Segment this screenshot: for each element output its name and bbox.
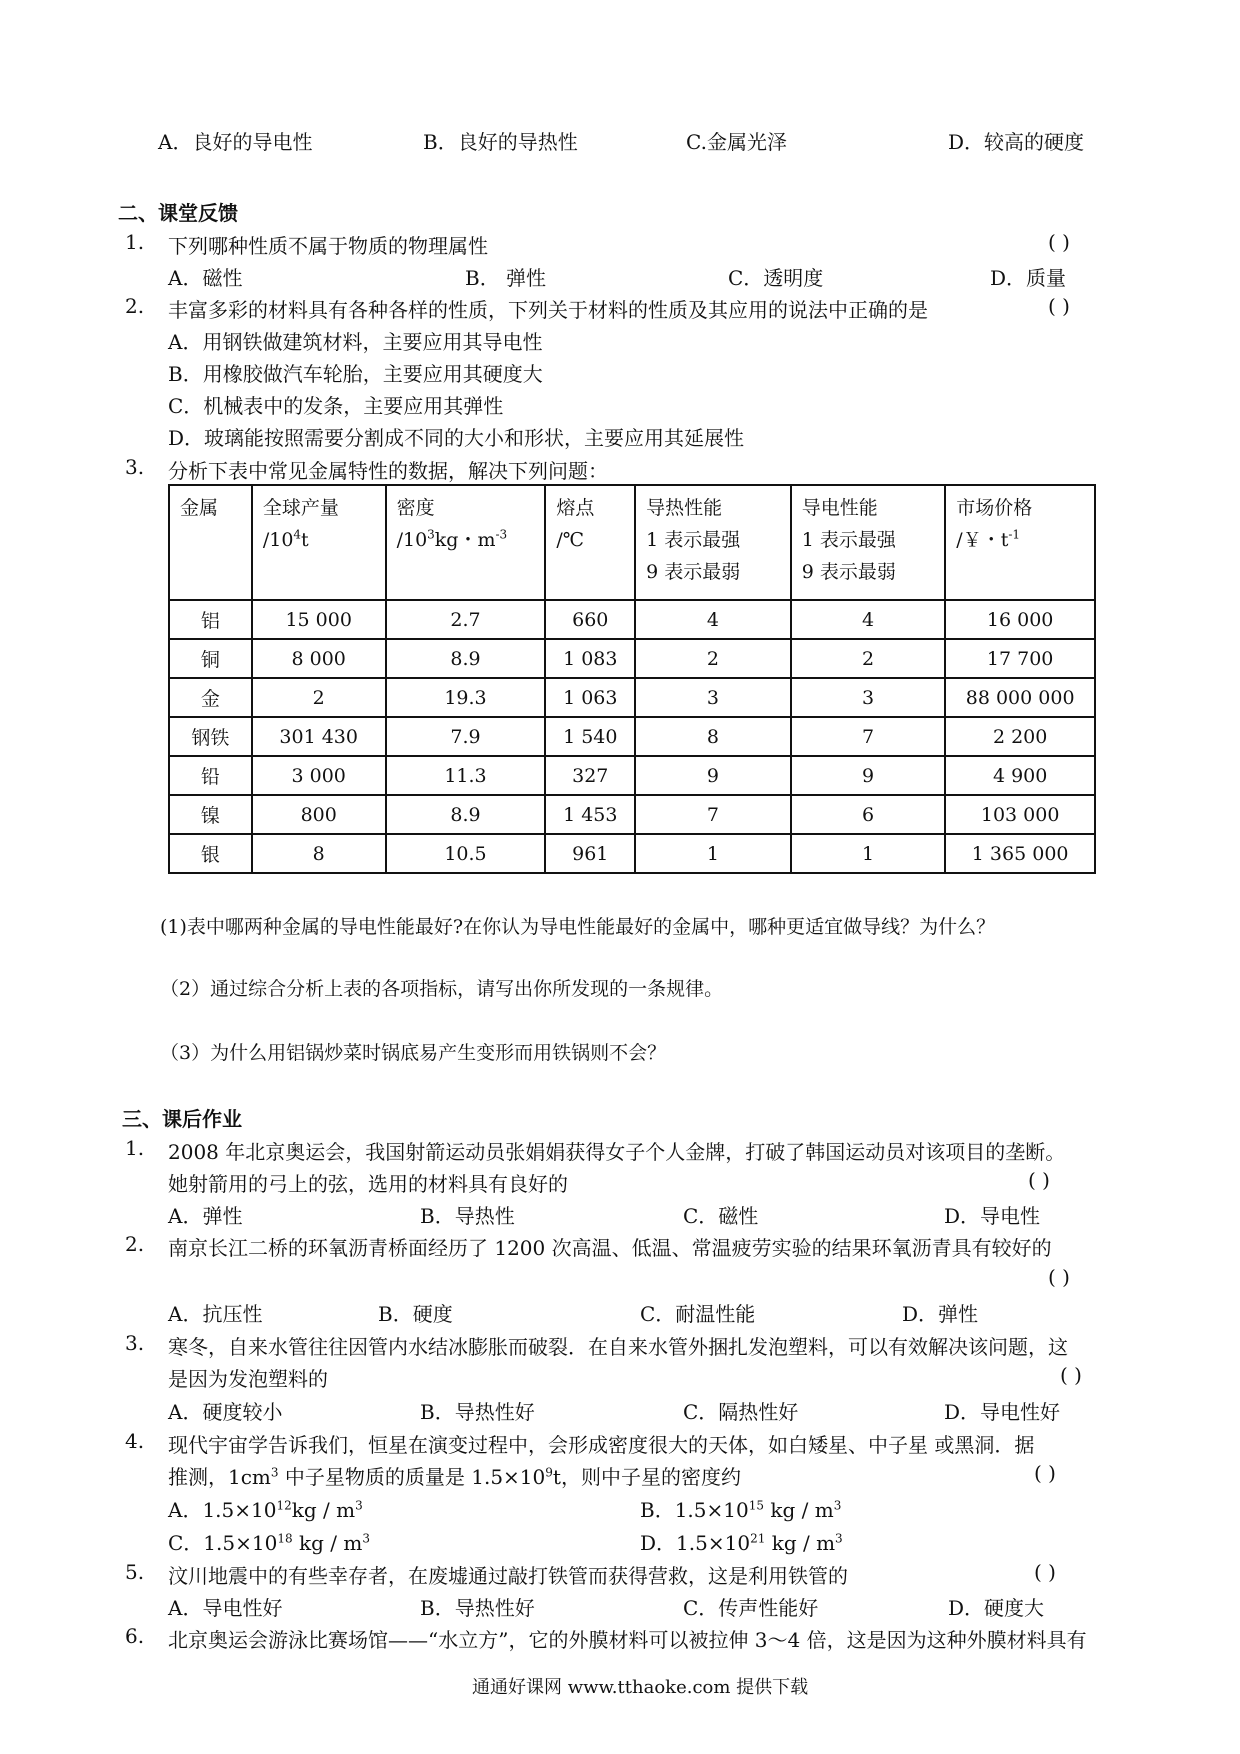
table-cell: 2 — [635, 639, 791, 678]
question-number: 3. — [125, 1331, 145, 1355]
table-cell: 103 000 — [945, 795, 1095, 834]
table-cell: 1 083 — [545, 639, 635, 678]
option-b: B．导热性好 — [420, 1400, 535, 1424]
table-cell: 7.9 — [386, 717, 546, 756]
table-cell: 88 000 000 — [945, 678, 1095, 717]
table-row — [169, 834, 1095, 873]
table-cell: 10.5 — [386, 834, 546, 873]
table-cell: 9 — [635, 756, 791, 795]
option-d: D．玻璃能按照需要分割成不同的大小和形状，主要应用其延展性 — [168, 426, 745, 450]
option-c: C．$1.5\times 10^{18}$ kg / $m^3$ — [168, 1531, 370, 1555]
table-row — [169, 639, 1095, 678]
table-cell: 6 — [791, 795, 946, 834]
table-cell: 4 — [791, 600, 946, 639]
header-cell: 金属 — [169, 485, 252, 600]
question-text: 是因为发泡塑料的 — [168, 1367, 328, 1391]
question-number: 2. — [125, 294, 145, 318]
question-text: 2008 年北京奥运会，我国射箭运动员张娟娟获得女子个人金牌，打破了韩国运动员对该项目的垄断。 — [168, 1140, 1066, 1164]
table-cell: 800 — [252, 795, 386, 834]
option-b: B． 弹性 — [465, 266, 547, 290]
table-cell: 4 900 — [945, 756, 1095, 795]
option-a: A．良好的导电性 — [158, 130, 313, 154]
answer-paren: ( ) — [1048, 294, 1070, 318]
question-text: 她射箭用的弓上的弦，选用的材料具有良好的 — [168, 1172, 568, 1196]
question-number: 1. — [125, 230, 145, 254]
table-cell: 2 200 — [945, 717, 1095, 756]
table-cell: 铅 — [169, 756, 252, 795]
sub-question-3: （3）为什么用铝锅炒菜时锅底易产生变形而用铁锅则不会？ — [160, 1042, 667, 1064]
option-a: A．导电性好 — [168, 1596, 283, 1620]
option-c: C．透明度 — [728, 266, 824, 290]
table-cell: 16 000 — [945, 600, 1095, 639]
sub-question-2: （2）通过综合分析上表的各项指标，请写出你所发现的一条规律。 — [160, 978, 724, 1000]
header-cell: 市场价格 /￥・$t^{-1}$ — [945, 485, 1095, 600]
footer-text: 通通好课网 www.tthaoke.com 提供下载 — [472, 1677, 809, 1698]
question-text: 南京长江二桥的环氧沥青桥面经历了 1200 次高温、低温、常温疲劳实验的结果环氧沥青具有较好的 — [168, 1236, 1052, 1260]
question-number: 6. — [125, 1624, 145, 1648]
table-cell: 铝 — [169, 600, 252, 639]
table-cell: 961 — [545, 834, 635, 873]
table-cell: 1 540 — [545, 717, 635, 756]
question-number: 4. — [125, 1429, 145, 1453]
table-cell: 3 000 — [252, 756, 386, 795]
option-c: C．隔热性好 — [683, 1400, 799, 1424]
option-d: D．$1.5\times 10^{21}$ kg / $m^3$ — [640, 1531, 843, 1555]
option-a: A．$1.5\times 10^{12}kg / m^3$ — [168, 1498, 363, 1522]
table-cell: 9 — [791, 756, 946, 795]
table-cell: 8.9 — [386, 795, 546, 834]
question-text: 下列哪种性质不属于物质的物理属性 — [168, 234, 488, 258]
table-cell: 4 — [635, 600, 791, 639]
question-text: 推测，$1cm^3$ 中子星物质的质量是 $1.5\times 10^9t$，则中子星的密度约 — [168, 1465, 741, 1489]
option-d: D．较高的硬度 — [948, 130, 1085, 154]
table-cell: 17 700 — [945, 639, 1095, 678]
option-c: C.金属光泽 — [686, 130, 787, 154]
question-text: 丰富多彩的材料具有各种各样的性质，下列关于材料的性质及其应用的说法中正确的是 — [168, 298, 928, 322]
table-cell: 8 — [252, 834, 386, 873]
question-text: 汶川地震中的有些幸存者，在废墟通过敲打铁管而获得营救，这是利用铁管的 — [168, 1564, 848, 1588]
option-d: D．质量 — [990, 266, 1067, 290]
answer-paren: ( ) — [1034, 1461, 1056, 1485]
metal-properties-table — [168, 484, 1096, 874]
question-text: 北京奥运会游泳比赛场馆——“水立方”，它的外膜材料可以被拉伸 3～4 倍，这是因为这种外膜材料具有 — [168, 1628, 1087, 1652]
table-cell: 3 — [791, 678, 946, 717]
option-a: A．用钢铁做建筑材料，主要应用其导电性 — [168, 330, 543, 354]
option-b: B．良好的导热性 — [423, 130, 578, 154]
question-number: 2. — [125, 1232, 145, 1256]
answer-paren: ( ) — [1048, 230, 1070, 254]
option-b: B．$1.5\times 10^{15}$ kg / $m^3$ — [640, 1498, 842, 1522]
table-cell: 1 365 000 — [945, 834, 1095, 873]
table-row — [169, 600, 1095, 639]
table-cell: 3 — [635, 678, 791, 717]
option-c: C．耐温性能 — [640, 1302, 756, 1326]
question-text: 寒冬，自来水管往往因管内水结冰膨胀而破裂．在自来水管外捆扎发泡塑料，可以有效解决该问题，这 — [168, 1335, 1068, 1359]
table-cell: 301 430 — [252, 717, 386, 756]
table-cell: 2.7 — [386, 600, 546, 639]
table-cell: 8.9 — [386, 639, 546, 678]
table-cell: 1 — [791, 834, 946, 873]
table-cell: 15 000 — [252, 600, 386, 639]
option-c: C．磁性 — [683, 1204, 759, 1228]
option-c: C．机械表中的发条，主要应用其弹性 — [168, 394, 504, 418]
table-cell: 1 — [635, 834, 791, 873]
answer-paren: ( ) — [1028, 1168, 1050, 1192]
option-b: B．硬度 — [378, 1302, 453, 1326]
table-cell: 金 — [169, 678, 252, 717]
section-title: 三、课后作业 — [122, 1107, 242, 1131]
table-cell: 660 — [545, 600, 635, 639]
table-cell: 2 — [791, 639, 946, 678]
sub-question-1: (1)表中哪两种金属的导电性能最好?在你认为导电性能最好的金属中，哪种更适宜做导线？为什么？ — [160, 916, 996, 938]
question-text: 分析下表中常见金属特性的数据，解决下列问题： — [168, 459, 608, 483]
header-cell: 导电性能 1 表示最强 9 表示最弱 — [791, 485, 946, 600]
table-header-row — [169, 485, 1095, 600]
option-c: C．传声性能好 — [683, 1596, 819, 1620]
header-cell: 密度 $/10^3kg$・$m^{-3}$ — [386, 485, 546, 600]
table-cell: 7 — [791, 717, 946, 756]
table-cell: 11.3 — [386, 756, 546, 795]
answer-paren: ( ) — [1034, 1560, 1056, 1584]
option-d: D．硬度大 — [948, 1596, 1045, 1620]
table-row — [169, 756, 1095, 795]
header-cell: 熔点 /℃ — [545, 485, 635, 600]
option-b: B．导热性 — [420, 1204, 515, 1228]
table-cell: 1 063 — [545, 678, 635, 717]
table-cell: 327 — [545, 756, 635, 795]
table-cell: 1 453 — [545, 795, 635, 834]
table-cell: 镍 — [169, 795, 252, 834]
option-a: A．硬度较小 — [168, 1400, 283, 1424]
table-cell: 银 — [169, 834, 252, 873]
question-number: 3. — [125, 455, 145, 479]
option-b: B．导热性好 — [420, 1596, 535, 1620]
question-number: 1. — [125, 1136, 145, 1160]
option-a: A．抗压性 — [168, 1302, 263, 1326]
table-cell: 2 — [252, 678, 386, 717]
table-row — [169, 717, 1095, 756]
option-d: D．导电性好 — [944, 1400, 1061, 1424]
table-row — [169, 795, 1095, 834]
question-text: 现代宇宙学告诉我们，恒星在演变过程中，会形成密度很大的天体，如白矮星、中子星 或黑洞．据 — [168, 1433, 1035, 1457]
header-cell: 导热性能 1 表示最强 9 表示最弱 — [635, 485, 791, 600]
table-cell: 7 — [635, 795, 791, 834]
table-cell: 钢铁 — [169, 717, 252, 756]
answer-paren: ( ) — [1060, 1363, 1082, 1387]
table-cell: 8 — [635, 717, 791, 756]
option-a: A．弹性 — [168, 1204, 243, 1228]
section-title: 二、课堂反馈 — [118, 201, 238, 225]
question-number: 5. — [125, 1560, 145, 1584]
table-cell: 8 000 — [252, 639, 386, 678]
header-cell: 全球产量 $/10^4t$ — [252, 485, 386, 600]
option-d: D．导电性 — [944, 1204, 1041, 1228]
option-d: D．弹性 — [902, 1302, 979, 1326]
table-row — [169, 678, 1095, 717]
table-cell: 铜 — [169, 639, 252, 678]
option-b: B．用橡胶做汽车轮胎，主要应用其硬度大 — [168, 362, 543, 386]
option-a: A．磁性 — [168, 266, 243, 290]
answer-paren: ( ) — [1048, 1265, 1070, 1289]
table-cell: 19.3 — [386, 678, 546, 717]
